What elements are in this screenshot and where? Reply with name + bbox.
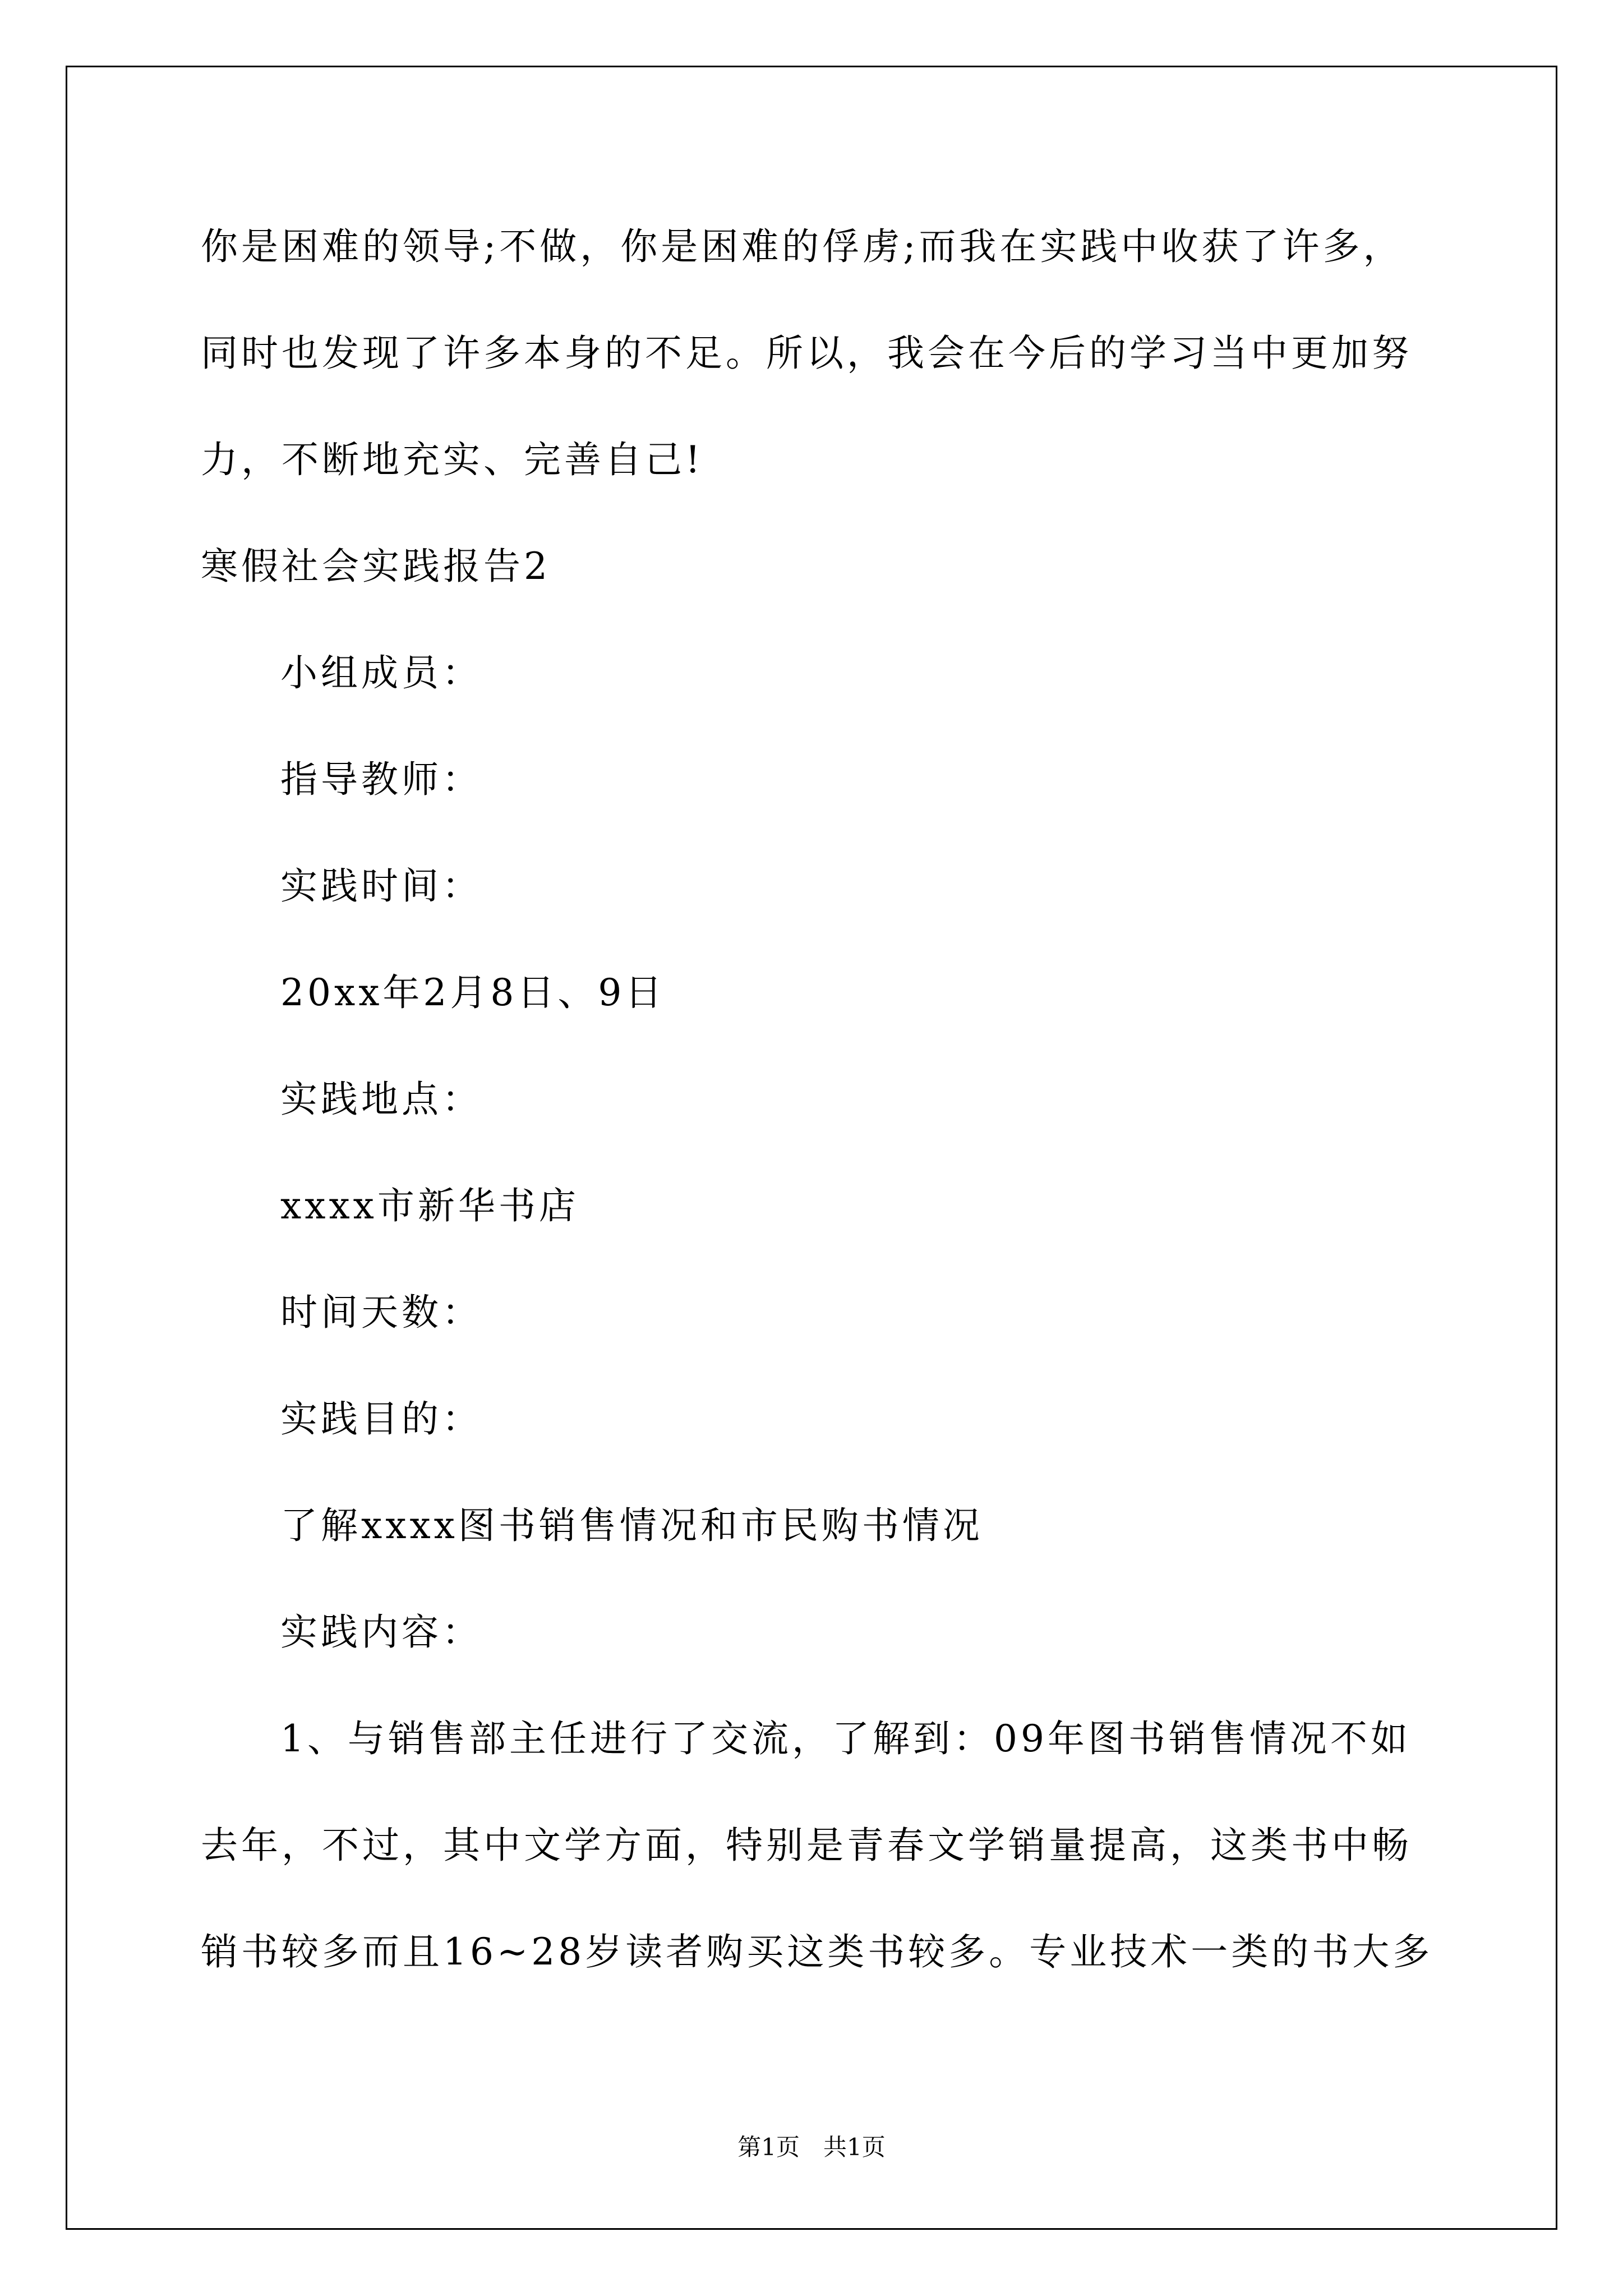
page-border [66, 66, 1557, 2230]
body-text-line: 你是困难的领导;不做，你是困难的俘虏;而我在实践中收获了许多， [201, 225, 1404, 268]
field-value: 20xx年2月8日、9日 [280, 971, 666, 1014]
field-label: 指导教师： [280, 758, 482, 801]
field-label: 实践内容： [280, 1611, 482, 1654]
field-label: 实践时间： [280, 864, 482, 908]
field-label: 时间天数： [280, 1291, 482, 1334]
field-label: 实践目的： [280, 1397, 482, 1441]
body-text-line: 1、与销售部主任进行了交流，了解到：09年图书销售情况不如 [280, 1717, 1411, 1760]
body-text-line: 力，不断地充实、完善自己! [201, 438, 704, 481]
field-label: 小组成员： [280, 651, 482, 694]
body-text-line: 销书较多而且16~28岁读者购买这类书较多。专业技术一类的书大多 [201, 1930, 1433, 1973]
field-label: 实践地点： [280, 1078, 482, 1121]
page-footer: 第1页 共1页 [737, 2133, 886, 2161]
body-text-line: 去年，不过，其中文学方面，特别是青春文学销量提高，这类书中畅 [201, 1824, 1412, 1867]
field-value: xxxx市新华书店 [280, 1184, 579, 1227]
section-heading: 寒假社会实践报告2 [201, 545, 551, 588]
field-value: 了解xxxx图书销售情况和市民购书情况 [280, 1504, 983, 1547]
body-text-line: 同时也发现了许多本身的不足。所以，我会在今后的学习当中更加努 [201, 332, 1412, 375]
